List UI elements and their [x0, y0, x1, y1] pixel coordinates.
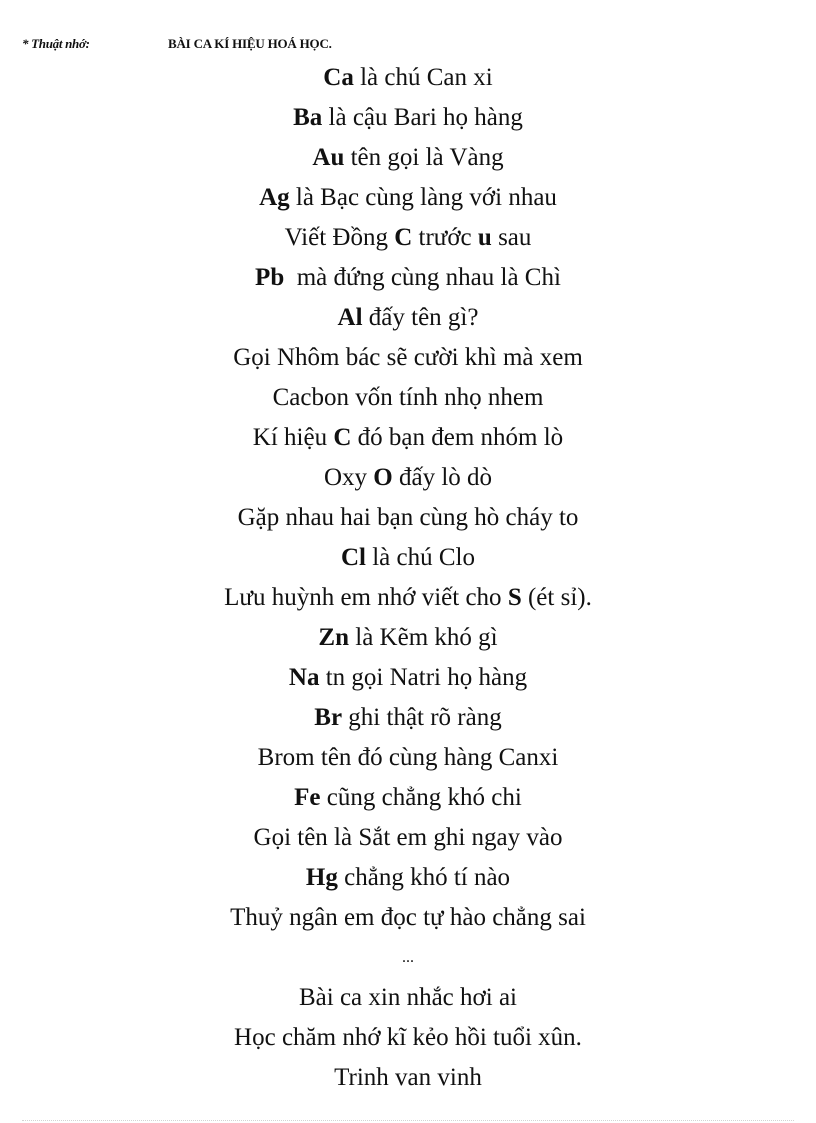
poem-author: Trinh van vinh	[334, 1064, 482, 1091]
poem-line: Cl là chú Clo	[340, 544, 475, 571]
element-symbol: O	[373, 464, 393, 491]
poem-line: Học chăm nhớ kĩ kẻo hồi tuổi xûn.	[234, 1024, 582, 1051]
poem-line: Zn là Kẽm khó gì	[318, 624, 498, 651]
page-bottom-divider	[22, 1120, 794, 1121]
element-symbol: Fe	[294, 784, 321, 811]
poem-line: Ca là chú Can xi	[323, 64, 493, 91]
poem-line: Bài ca xin nhắc hơi ai	[298, 984, 517, 1011]
element-symbol: S	[507, 584, 522, 611]
poem-line: Ag là Bạc cùng làng với nhau	[259, 184, 557, 211]
poem-line: Viết Đồng C trước u sau	[284, 224, 532, 251]
element-symbol: Pb	[255, 264, 285, 291]
poem-line: Al đấy tên gì?	[337, 304, 479, 331]
poem-line: Na tn gọi Natri họ hàng	[288, 664, 528, 691]
element-symbol: Br	[314, 704, 343, 731]
mnemonic-label: * Thuật nhớ:	[22, 36, 90, 51]
poem-line: Fe cũng chẳng khó chi	[294, 784, 522, 811]
element-symbol: Ba	[293, 104, 323, 131]
poem-line: Ba là cậu Bari họ hàng	[293, 104, 523, 131]
poem-line: Brom tên đó cùng hàng Canxi	[257, 744, 559, 771]
poem-line: Thuỷ ngân em đọc tự hào chẳng sai	[230, 904, 586, 931]
element-symbol: C	[333, 424, 352, 451]
poem-line: Pb mà đứng cùng nhau là Chì	[255, 264, 561, 291]
element-symbol: Hg	[305, 864, 338, 891]
element-symbol: u	[477, 224, 492, 251]
element-symbol: C	[394, 224, 413, 251]
poem-line: Oxy O đấy lò dò	[323, 464, 493, 491]
element-symbol: Cl	[340, 544, 366, 571]
element-symbol: Au	[312, 144, 345, 171]
poem-line: Hg chẳng khó tí nào	[305, 864, 511, 891]
element-symbol: Al	[337, 304, 363, 331]
poem	[0, 58, 816, 1098]
document-header	[22, 36, 722, 56]
poem-line: Br ghi thật rõ ràng	[314, 704, 502, 731]
element-symbol: Zn	[318, 624, 349, 651]
poem-line: Gọi Nhôm bác sẽ cười khì mà xem	[233, 344, 583, 371]
poem-line: Kí hiệu C đó bạn đem nhóm lò	[252, 424, 564, 451]
poem-title: BÀI CA KÍ HIỆU HOÁ HỌC.	[168, 36, 332, 51]
poem-line: Gặp nhau hai bạn cùng hò cháy to	[237, 504, 579, 531]
poem-line: Au tên gọi là Vàng	[312, 144, 504, 171]
element-symbol: Ca	[323, 64, 354, 91]
poem-line: Gọi tên là Sắt em ghi ngay vào	[253, 824, 563, 851]
element-symbol: Ag	[259, 184, 290, 211]
element-symbol: Na	[288, 664, 320, 691]
poem-line: Cacbon vốn tính nhọ nhem	[272, 384, 544, 411]
poem-line: Lưu huỳnh em nhớ viết cho S (ét sỉ).	[224, 584, 592, 611]
poem-ellipsis: ...	[402, 949, 414, 966]
